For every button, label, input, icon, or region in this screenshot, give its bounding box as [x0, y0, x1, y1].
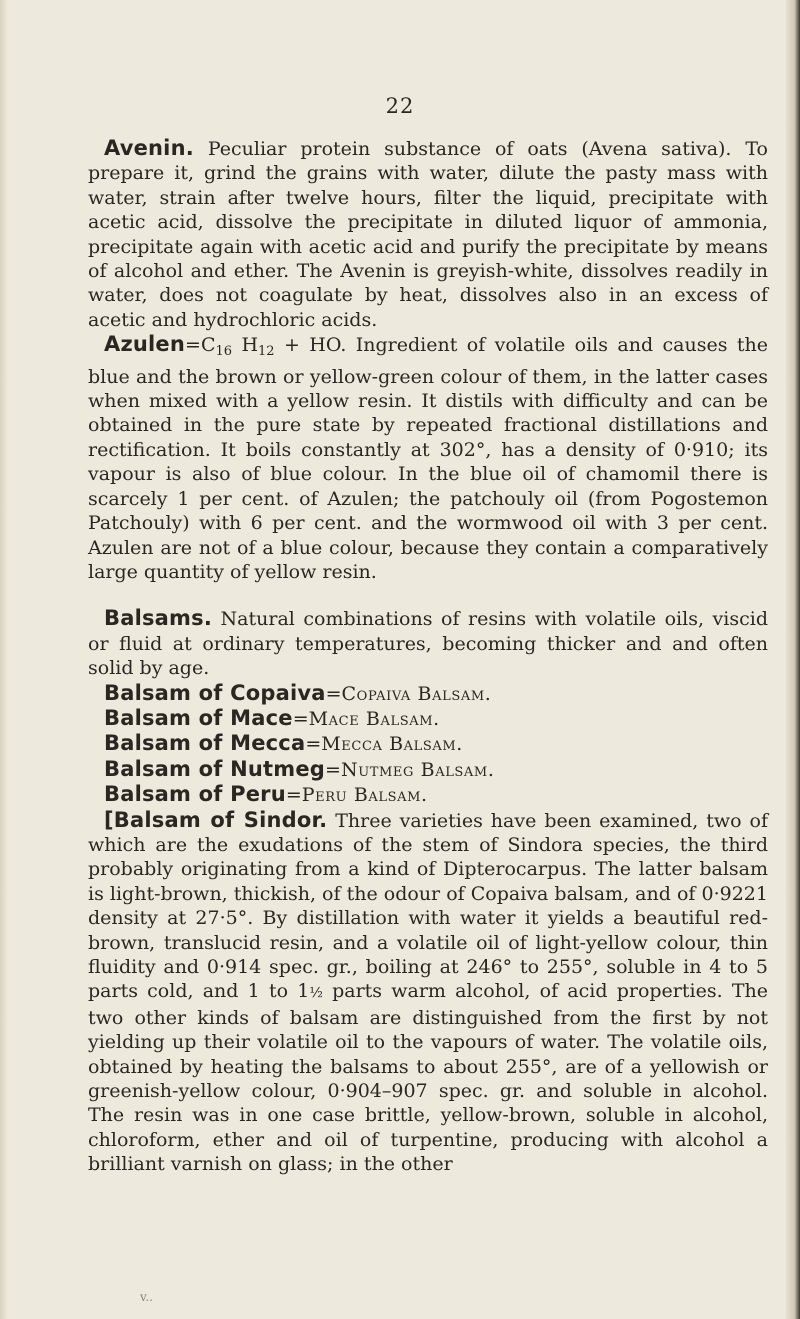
entry-heading-sindor: [Balsam of Sindor.: [104, 807, 328, 832]
entry-avenin: [88, 136, 768, 332]
entry-balsam-mace: Balsam of Mace=Mace Balsam.: [104, 705, 440, 730]
entry-text-balsams: Natural combinations of resins with volatile oils, viscid or fluid at ordinary temperatures, becoming thicker and and often solid by age.: [88, 608, 768, 680]
fraction-half: ½: [309, 985, 323, 1002]
trailing-mark: v..: [140, 1290, 153, 1304]
page-body: [88, 136, 768, 1177]
entry-balsams: [88, 606, 768, 680]
entry-azulen: [88, 332, 768, 584]
entry-balsam-mecca: Balsam of Mecca=Mecca Balsam.: [104, 731, 463, 756]
page-edge-right: [786, 0, 800, 1319]
page-number: 22: [385, 94, 415, 118]
entry-heading-avenin: Avenin.: [104, 136, 194, 160]
entry-balsam-copaiva: Balsam of Copaiva=Copaiva Balsam.: [104, 680, 492, 705]
entry-balsam-sindor: [Balsam of Sindor. Three varieties have been examined, two of which are the exudations of the stem of Sindora species, the third probably originating from a kind of Dipterocarpus. The latter balsam is light-brown, thickish, of the odour of Copaiva balsam, and of 0·9221 density at 27·5°. By distillation with water it yields a beautiful red-brown, translucid resin, and a volatile oil of light-yellow colour, thin fluidity and 0·914 spec. gr., boiling at 246° to 255°, soluble in 4 to 5 parts cold, and 1 to 1½ parts warm alcohol, of acid properties. The two other kinds of balsam are distinguished from the first by not yielding up their volatile oil to the vapours of water. The volatile oils, obtained by heating the balsams to about 255°, are of a yellowish or greenish-yellow colour, 0·904–907 spec. gr. and soluble in alcohol. The resin was in one case brittle, yellow-brown, soluble in alcohol, chloroform, ether and oil of turpentine, producing with alcohol a brilliant varnish on glass; in the other: [88, 807, 768, 1176]
entry-balsam-peru: Balsam of Peru=Peru Balsam.: [104, 782, 428, 807]
entry-heading-azulen: Azulen: [104, 332, 186, 357]
entry-heading-balsams: Balsams.: [104, 606, 213, 631]
chemical-formula: $=C_{16}$ $H_{12}$ + HO.: [185, 334, 347, 360]
entry-text-avenin: Peculiar protein substance of oats (Avena sativa). To prepare it, grind the grains with water, dilute the pasty mass with water, strain after twelve hours, filter the liquid, precipitate with acetic acid, dissolve the precipitate in diluted liquor of ammonia, precipitate again with acetic acid and purify the precipitate by means of alcohol and ether. The Avenin is greyish-white, dissolves readily in water, does not coagulate by heat, dissolves also in an excess of acetic and hydrochloric acids.: [88, 138, 768, 331]
entry-balsam-nutmeg: Balsam of Nutmeg=Nutmeg Balsam.: [104, 756, 495, 781]
entry-text-azulen: Ingredient of volatile oils and causes the blue and the brown or yellow-green colour of them, in the latter cases when mixed with a yellow resin. It distils with difficulty and can be obtained in the pure state by repeated fractional distillations and rectification. It boils constantly at 302°, has a density of 0·910; its vapour is also of blue colour. In the blue oil of chamomil there is scarcely 1 per cent. of Azulen; the patchouly oil (from Pogostemon Patchouly) with 6 per cent. and the wormwood oil with 3 per cent. Azulen are not of a blue colour, because they contain a comparatively large quantity of yellow resin.: [88, 334, 768, 583]
page-edge-left: [0, 0, 8, 1319]
